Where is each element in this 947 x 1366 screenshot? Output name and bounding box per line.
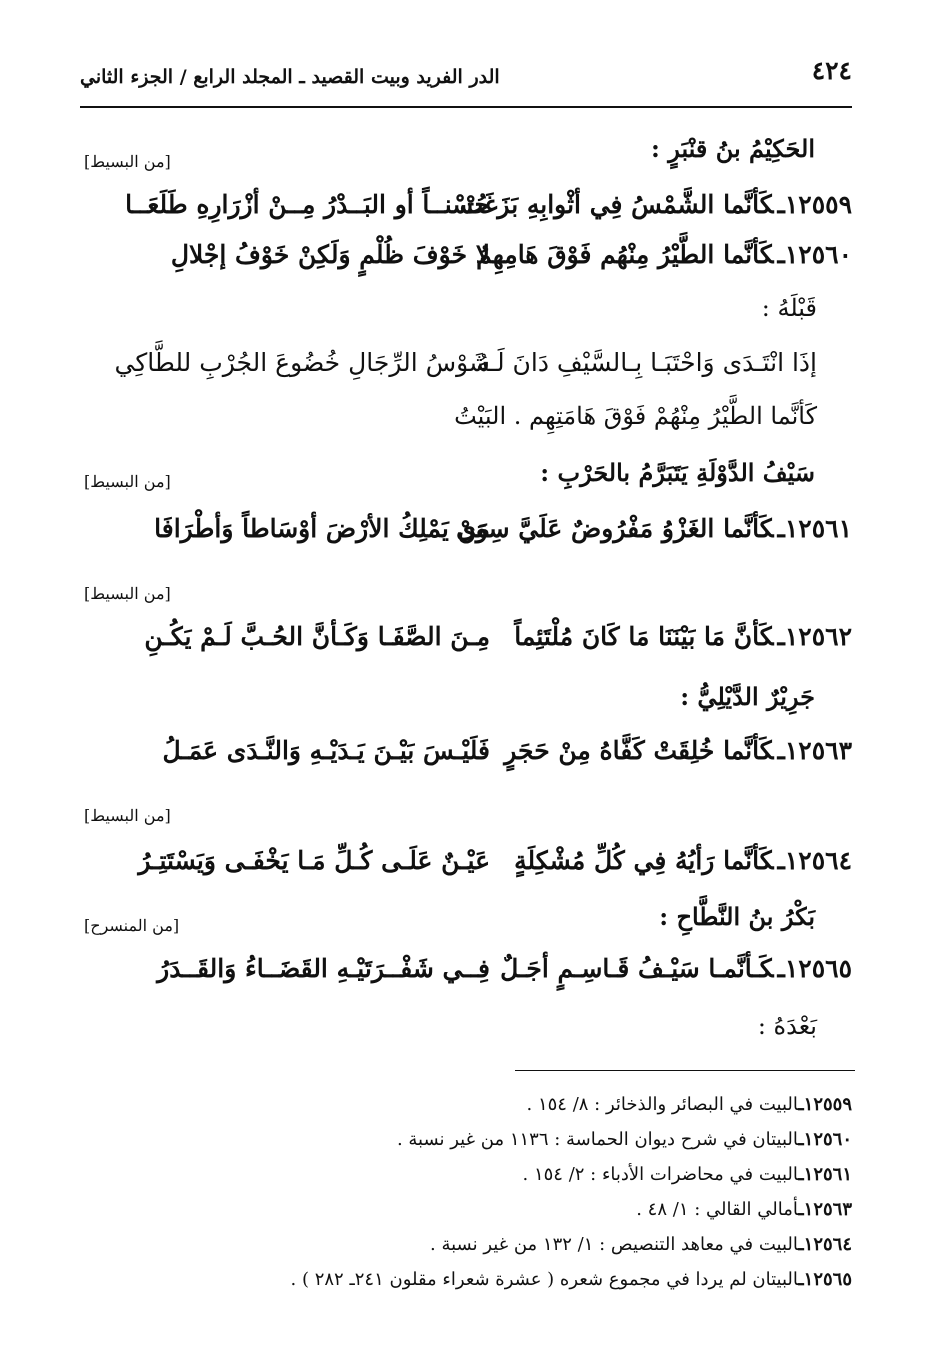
meter-label: [من البسيط]: [84, 152, 171, 171]
footnote-text: أمالي القالي : ١/ ٤٨ .: [636, 1199, 799, 1220]
verse-number: ١٢٥٦٠ـ: [777, 240, 852, 269]
meter-label: [من المنسرح]: [84, 916, 180, 935]
poet-name: الحَكِيْمُ بنُ قنْبَرٍ :: [650, 134, 815, 163]
verse-number: ١٢٥٦١ـ: [777, 514, 852, 543]
header-rule: [80, 106, 852, 108]
verse-second-hemistich: مِـنَ الصَّفَـا وَكَـأنَّ الحُـبَّ لَـمْ يَكُـنِ: [144, 622, 490, 651]
verse-first-hemistich: ١٢٥٦٣ـكَأنَّما خُلِقَتْ كَفَّاهُ مِنْ حَجَرٍ: [504, 736, 852, 765]
footnote: [80, 1199, 852, 1234]
verse-first-hemistich: ١٢٥٦٥ـكَـأنَّمـا سَيْـفُ قَـاسِـمٍ أجَـلٌ: [500, 954, 852, 983]
verse-12562: [100, 622, 852, 666]
footnote-number: ١٢٥٦٠ـ: [798, 1129, 852, 1150]
verse-first-hemistich: إذَا انْتَـدَى وَاحْتَبَـا بِـالسَّيْفِ دَانَ لَـهُ: [476, 348, 817, 377]
footnote: [80, 1094, 852, 1129]
footnote: [80, 1164, 852, 1199]
verse-second-hemistich: فِــي شَفْــرَتَيْـهِ القَضَــاءُ وَالقَــدَرُ: [157, 954, 490, 983]
verse-12565: [100, 954, 852, 998]
verse-second-hemistich: لا خَوْفَ ظُلْمٍ وَلَكِنْ خَوْفُ إجْلالِ: [170, 240, 490, 269]
continuation-line: كَأنَّما الطَّيْرُ مِنْهُمْ فَوْقَ هَامَتِهِم . البَيْتُ: [454, 402, 817, 430]
verse-first-hemistich: ١٢٥٦٤ـكَأنَّما رَأيُهُ فِي كُلِّ مُشْكِلَةٍ: [514, 846, 852, 875]
verse-second-hemistich: فَلَيْـسَ بَيْـنَ يَـدَيْـهِ وَالنَّـدَى عَمَـلُ: [162, 736, 490, 765]
footnote-number: ١٢٥٦٥ـ: [798, 1269, 852, 1290]
verse-first-hemistich: ١٢٥٦٢ـكَأنَّ مَا بَيْنَنَا مَا كَانَ مُلْتَئِماً: [514, 622, 852, 651]
footnote-number: ١٢٥٦١ـ: [798, 1164, 852, 1185]
meter-label: [من البسيط]: [84, 472, 171, 491]
verse-12563: [100, 736, 852, 780]
footnote-text: البيت في معاهد التنصيص : ١/ ١٣٢ من غير نسبة .: [430, 1234, 799, 1255]
section-label: قَبْلَهُ :: [761, 294, 817, 322]
footnote-text: البيتان في شرح ديوان الحماسة : ١١٣٦ من غير نسبة .: [396, 1129, 799, 1150]
footnote-rule: [515, 1070, 855, 1071]
footnote: [80, 1234, 852, 1269]
footnote-number: ١٢٥٦٣ـ: [798, 1199, 852, 1220]
verse-number: ١٢٥٦٥ـ: [777, 954, 852, 983]
running-title: الدر الفريد وبيت القصيد ـ المجلد الرابع / الجزء الثاني: [80, 66, 500, 88]
footnote-number: ١٢٥٦٤ـ: [798, 1234, 852, 1255]
meter-label: [من البسيط]: [84, 584, 171, 603]
footnotes: [80, 1094, 852, 1304]
verse-first-hemistich: ١٢٥٥٩ـكَأنَّما الشَّمْسُ فِي أثْوابِهِ بَزَغَتْ: [459, 190, 852, 219]
verse-12559: [100, 190, 852, 234]
footnote-number: ١٢٥٥٩ـ: [798, 1094, 852, 1115]
footnote-text: البيتان لم يردا في مجموع شعره ( عشرة شعراء مقلون ٢٤١ـ ٢٨٢ ) .: [290, 1269, 799, 1290]
verse-number: ١٢٥٦٤ـ: [777, 846, 852, 875]
poet-name: جَرِيْرٌ الدَّيْلِيُّ :: [680, 682, 815, 711]
verse-second-hemistich: مَنْ يَمْلِكُ الأرْضَ أوْسَاطاً وَأطْرَافَا: [154, 514, 490, 543]
verse-number: ١٢٥٦٢ـ: [777, 622, 852, 651]
footnote-text: البيت في البصائر والذخائر : ٨/ ١٥٤ .: [526, 1094, 799, 1115]
page-number: ٤٢٤: [811, 56, 852, 85]
footnote: [80, 1269, 852, 1304]
footnote-text: البيت في محاضرات الأدباء : ٢/ ١٥٤ .: [522, 1164, 799, 1185]
verse-12564: [100, 846, 852, 890]
quoted-verse: [100, 348, 852, 392]
section-label: بَعْدَهُ :: [757, 1012, 817, 1040]
page-header: [80, 56, 852, 104]
verse-second-hemistich: حُسْنــاً أو البَــدْرُ مِــنْ أزْرَارِهِ طَلَعَــا: [125, 190, 490, 219]
verse-first-hemistich: ١٢٥٦١ـكَأنَّما الغَزْوُ مَفْرُوضٌ عَلَيَّ سِوَى: [456, 514, 852, 543]
verse-second-hemistich: عَيْـنٌ عَلَـى كُـلِّ مَـا يَخْفَـى وَيَسْتَتِـرُ: [138, 846, 490, 875]
verse-12560: [100, 240, 852, 284]
poet-name: سَيْفُ الدَّوْلَةِ يَتَبَرَّمُ بالحَرْبِ :: [540, 458, 815, 487]
meter-label: [من البسيط]: [84, 806, 171, 825]
footnote: [80, 1129, 852, 1164]
verse-first-hemistich: ١٢٥٦٠ـكَأنَّما الطَّيْرُ مِنْهُم فَوْقَ هَامِهِمُ: [476, 240, 852, 269]
verse-second-hemistich: شَوْسُ الرِّجَالِ خُضُوعَ الجُرْبِ للطَّاكِي: [114, 348, 490, 377]
poet-name: بَكْرُ بنُ النَّطَّاحِ :: [659, 902, 815, 931]
verse-12561: [100, 514, 852, 558]
verse-number: ١٢٥٦٣ـ: [777, 736, 852, 765]
verse-number: ١٢٥٥٩ـ: [777, 190, 852, 219]
